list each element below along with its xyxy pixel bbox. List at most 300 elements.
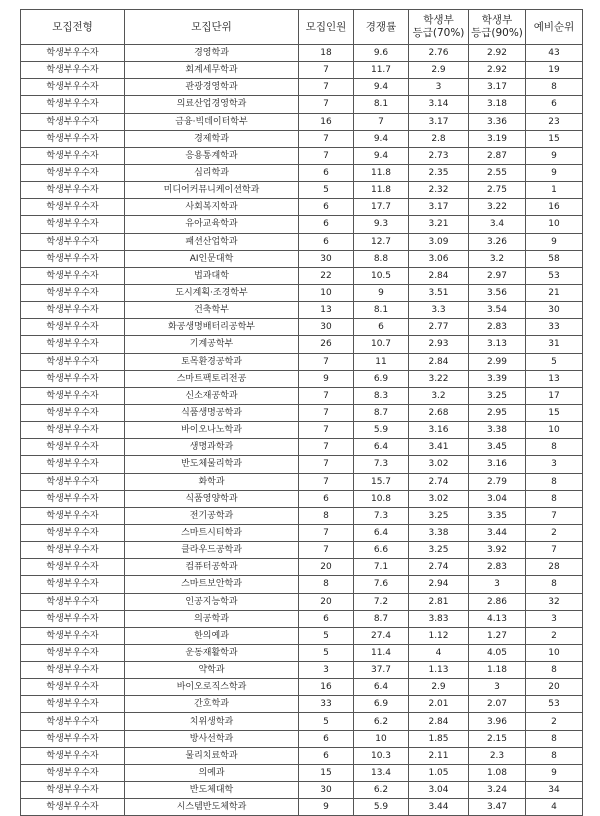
competition-rate-cell: 11.8 xyxy=(354,182,409,199)
waitlist-rank-cell: 10 xyxy=(526,216,583,233)
department-cell: 시스템반도체학과 xyxy=(125,799,299,816)
grade-90-cell: 2.83 xyxy=(469,559,526,576)
admission-type-cell: 학생부우수자 xyxy=(21,216,125,233)
grade-90-cell: 3.36 xyxy=(469,113,526,130)
department-cell: 한의예과 xyxy=(125,627,299,644)
waitlist-rank-cell: 5 xyxy=(526,353,583,370)
competition-rate-cell: 6.4 xyxy=(354,679,409,696)
grade-90-cell: 3.47 xyxy=(469,799,526,816)
grade-90-cell: 3.35 xyxy=(469,507,526,524)
competition-rate-cell: 7.2 xyxy=(354,593,409,610)
grade-90-cell: 2.92 xyxy=(469,62,526,79)
admission-type-cell: 학생부우수자 xyxy=(21,182,125,199)
grade-90-cell: 2.75 xyxy=(469,182,526,199)
quota-cell: 7 xyxy=(299,473,354,490)
admission-type-cell: 학생부우수자 xyxy=(21,627,125,644)
department-cell: 심리학과 xyxy=(125,164,299,181)
grade-70-cell: 1.12 xyxy=(409,627,469,644)
admission-type-cell: 학생부우수자 xyxy=(21,679,125,696)
header-cell-waitlist-rank: 예비순위 xyxy=(526,10,583,45)
quota-cell: 6 xyxy=(299,233,354,250)
admission-type-cell: 학생부우수자 xyxy=(21,439,125,456)
table-body xyxy=(21,45,583,816)
competition-rate-cell: 10.5 xyxy=(354,267,409,284)
admission-type-cell: 학생부우수자 xyxy=(21,164,125,181)
waitlist-rank-cell: 34 xyxy=(526,782,583,799)
table-row xyxy=(21,662,583,679)
department-cell: 의료산업경영학과 xyxy=(125,96,299,113)
waitlist-rank-cell: 20 xyxy=(526,679,583,696)
grade-70-cell: 2.84 xyxy=(409,267,469,284)
admission-type-cell: 학생부우수자 xyxy=(21,370,125,387)
quota-cell: 5 xyxy=(299,627,354,644)
quota-cell: 6 xyxy=(299,199,354,216)
grade-70-cell: 3.02 xyxy=(409,490,469,507)
competition-rate-cell: 9.3 xyxy=(354,216,409,233)
table-row xyxy=(21,130,583,147)
waitlist-rank-cell: 16 xyxy=(526,199,583,216)
admission-type-cell: 학생부우수자 xyxy=(21,130,125,147)
grade-90-cell: 3 xyxy=(469,679,526,696)
competition-rate-cell: 11.4 xyxy=(354,644,409,661)
competition-rate-cell: 6.4 xyxy=(354,439,409,456)
competition-rate-cell: 7.6 xyxy=(354,576,409,593)
waitlist-rank-cell: 32 xyxy=(526,593,583,610)
waitlist-rank-cell: 3 xyxy=(526,456,583,473)
quota-cell: 13 xyxy=(299,302,354,319)
table-row xyxy=(21,782,583,799)
waitlist-rank-cell: 8 xyxy=(526,662,583,679)
competition-rate-cell: 10.8 xyxy=(354,490,409,507)
grade-70-cell: 3.16 xyxy=(409,422,469,439)
admission-type-cell: 학생부우수자 xyxy=(21,250,125,267)
grade-70-cell: 2.11 xyxy=(409,747,469,764)
competition-rate-cell: 8.1 xyxy=(354,96,409,113)
grade-70-cell: 2.32 xyxy=(409,182,469,199)
department-cell: 관광경영학과 xyxy=(125,79,299,96)
grade-70-cell: 3.17 xyxy=(409,199,469,216)
quota-cell: 6 xyxy=(299,216,354,233)
grade-70-cell: 2.35 xyxy=(409,164,469,181)
grade-90-cell: 3.24 xyxy=(469,782,526,799)
grade-90-cell: 2.97 xyxy=(469,267,526,284)
grade-70-cell: 3.3 xyxy=(409,302,469,319)
admission-type-cell: 학생부우수자 xyxy=(21,456,125,473)
table-row xyxy=(21,747,583,764)
waitlist-rank-cell: 19 xyxy=(526,62,583,79)
waitlist-rank-cell: 9 xyxy=(526,764,583,781)
admission-type-cell: 학생부우수자 xyxy=(21,782,125,799)
table-row xyxy=(21,79,583,96)
grade-70-cell: 1.05 xyxy=(409,764,469,781)
waitlist-rank-cell: 15 xyxy=(526,130,583,147)
grade-90-cell: 2.86 xyxy=(469,593,526,610)
grade-90-cell: 3.18 xyxy=(469,96,526,113)
department-cell: 약학과 xyxy=(125,662,299,679)
grade-70-cell: 2.74 xyxy=(409,473,469,490)
header-cell-quota: 모집인원 xyxy=(299,10,354,45)
competition-rate-cell: 6.2 xyxy=(354,782,409,799)
competition-rate-cell: 5.9 xyxy=(354,422,409,439)
grade-70-cell: 3.04 xyxy=(409,782,469,799)
grade-70-cell: 3.21 xyxy=(409,216,469,233)
waitlist-rank-cell: 28 xyxy=(526,559,583,576)
department-cell: 치위생학과 xyxy=(125,713,299,730)
quota-cell: 7 xyxy=(299,542,354,559)
grade-90-cell: 3.38 xyxy=(469,422,526,439)
quota-cell: 16 xyxy=(299,113,354,130)
grade-90-cell: 2.87 xyxy=(469,147,526,164)
admission-type-cell: 학생부우수자 xyxy=(21,593,125,610)
competition-rate-cell: 9.6 xyxy=(354,45,409,62)
department-cell: 식품영양학과 xyxy=(125,490,299,507)
waitlist-rank-cell: 58 xyxy=(526,250,583,267)
admission-type-cell: 학생부우수자 xyxy=(21,747,125,764)
competition-rate-cell: 7.1 xyxy=(354,559,409,576)
grade-70-cell: 3.41 xyxy=(409,439,469,456)
header-cell-department: 모집단위 xyxy=(125,10,299,45)
department-cell: 응용통계학과 xyxy=(125,147,299,164)
department-cell: 미디어커뮤니케이션학과 xyxy=(125,182,299,199)
grade-90-cell: 1.18 xyxy=(469,662,526,679)
grade-70-cell: 2.01 xyxy=(409,696,469,713)
quota-cell: 6 xyxy=(299,164,354,181)
table-row xyxy=(21,113,583,130)
grade-70-cell: 2.9 xyxy=(409,62,469,79)
grade-70-cell: 3.51 xyxy=(409,284,469,301)
grade-90-cell: 3.4 xyxy=(469,216,526,233)
competition-rate-cell: 8.7 xyxy=(354,610,409,627)
grade-90-cell: 3.26 xyxy=(469,233,526,250)
grade-70-cell: 3.14 xyxy=(409,96,469,113)
quota-cell: 7 xyxy=(299,387,354,404)
admission-type-cell: 학생부우수자 xyxy=(21,524,125,541)
quota-cell: 7 xyxy=(299,456,354,473)
grade-70-cell: 3.25 xyxy=(409,542,469,559)
admission-type-cell: 학생부우수자 xyxy=(21,62,125,79)
table-row xyxy=(21,164,583,181)
quota-cell: 5 xyxy=(299,644,354,661)
grade-70-cell: 2.81 xyxy=(409,593,469,610)
department-cell: 화공생명배터리공학부 xyxy=(125,319,299,336)
quota-cell: 6 xyxy=(299,730,354,747)
waitlist-rank-cell: 23 xyxy=(526,113,583,130)
waitlist-rank-cell: 30 xyxy=(526,302,583,319)
header-cell-grade-70: 학생부 등급(70%) xyxy=(409,10,469,45)
department-cell: 반도체대학 xyxy=(125,782,299,799)
grade-90-cell: 3.25 xyxy=(469,387,526,404)
competition-rate-cell: 8.8 xyxy=(354,250,409,267)
header-row xyxy=(21,10,583,45)
competition-rate-cell: 8.1 xyxy=(354,302,409,319)
department-cell: 식품생명공학과 xyxy=(125,404,299,421)
department-cell: 도시계획·조경학부 xyxy=(125,284,299,301)
grade-70-cell: 3.17 xyxy=(409,113,469,130)
table-row xyxy=(21,336,583,353)
waitlist-rank-cell: 8 xyxy=(526,730,583,747)
table-row xyxy=(21,524,583,541)
department-cell: 운동재활학과 xyxy=(125,644,299,661)
grade-70-cell: 1.85 xyxy=(409,730,469,747)
competition-rate-cell: 8.7 xyxy=(354,404,409,421)
grade-90-cell: 3.13 xyxy=(469,336,526,353)
grade-90-cell: 2.79 xyxy=(469,473,526,490)
quota-cell: 30 xyxy=(299,319,354,336)
admission-type-cell: 학생부우수자 xyxy=(21,662,125,679)
waitlist-rank-cell: 8 xyxy=(526,576,583,593)
grade-90-cell: 3.54 xyxy=(469,302,526,319)
competition-rate-cell: 12.7 xyxy=(354,233,409,250)
waitlist-rank-cell: 13 xyxy=(526,370,583,387)
competition-rate-cell: 9 xyxy=(354,284,409,301)
grade-90-cell: 2.07 xyxy=(469,696,526,713)
grade-70-cell: 3.09 xyxy=(409,233,469,250)
quota-cell: 33 xyxy=(299,696,354,713)
department-cell: 스마트팩토리전공 xyxy=(125,370,299,387)
department-cell: 생명과학과 xyxy=(125,439,299,456)
quota-cell: 7 xyxy=(299,439,354,456)
grade-70-cell: 2.9 xyxy=(409,679,469,696)
quota-cell: 18 xyxy=(299,45,354,62)
waitlist-rank-cell: 10 xyxy=(526,644,583,661)
admission-type-cell: 학생부우수자 xyxy=(21,730,125,747)
table-row xyxy=(21,370,583,387)
admission-type-cell: 학생부우수자 xyxy=(21,473,125,490)
header-cell-admission-type: 모집전형 xyxy=(21,10,125,45)
quota-cell: 9 xyxy=(299,370,354,387)
waitlist-rank-cell: 2 xyxy=(526,524,583,541)
admission-type-cell: 학생부우수자 xyxy=(21,233,125,250)
admission-type-cell: 학생부우수자 xyxy=(21,267,125,284)
quota-cell: 20 xyxy=(299,559,354,576)
quota-cell: 9 xyxy=(299,799,354,816)
department-cell: 토목환경공학과 xyxy=(125,353,299,370)
table-row xyxy=(21,593,583,610)
waitlist-rank-cell: 9 xyxy=(526,164,583,181)
department-cell: 클라우드공학과 xyxy=(125,542,299,559)
quota-cell: 5 xyxy=(299,182,354,199)
competition-rate-cell: 6.9 xyxy=(354,370,409,387)
quota-cell: 7 xyxy=(299,422,354,439)
table-row xyxy=(21,319,583,336)
admission-type-cell: 학생부우수자 xyxy=(21,404,125,421)
grade-70-cell: 2.77 xyxy=(409,319,469,336)
quota-cell: 8 xyxy=(299,576,354,593)
admission-type-cell: 학생부우수자 xyxy=(21,576,125,593)
grade-70-cell: 3.2 xyxy=(409,387,469,404)
table-row xyxy=(21,233,583,250)
department-cell: 의예과 xyxy=(125,764,299,781)
waitlist-rank-cell: 8 xyxy=(526,473,583,490)
grade-70-cell: 2.68 xyxy=(409,404,469,421)
competition-rate-cell: 10 xyxy=(354,730,409,747)
table-row xyxy=(21,490,583,507)
admission-type-cell: 학생부우수자 xyxy=(21,713,125,730)
grade-70-cell: 3.25 xyxy=(409,507,469,524)
grade-90-cell: 3 xyxy=(469,576,526,593)
department-cell: 화학과 xyxy=(125,473,299,490)
competition-rate-cell: 9.4 xyxy=(354,79,409,96)
quota-cell: 8 xyxy=(299,507,354,524)
table-row xyxy=(21,404,583,421)
quota-cell: 10 xyxy=(299,284,354,301)
competition-rate-cell: 10.3 xyxy=(354,747,409,764)
waitlist-rank-cell: 17 xyxy=(526,387,583,404)
competition-rate-cell: 6.2 xyxy=(354,713,409,730)
quota-cell: 20 xyxy=(299,593,354,610)
table-row xyxy=(21,473,583,490)
grade-70-cell: 3 xyxy=(409,79,469,96)
competition-rate-cell: 17.7 xyxy=(354,199,409,216)
admission-type-cell: 학생부우수자 xyxy=(21,387,125,404)
department-cell: 스마트보안학과 xyxy=(125,576,299,593)
quota-cell: 16 xyxy=(299,679,354,696)
table-row xyxy=(21,456,583,473)
table-row xyxy=(21,610,583,627)
quota-cell: 30 xyxy=(299,782,354,799)
grade-70-cell: 4 xyxy=(409,644,469,661)
header-cell-competition-rate: 경쟁률 xyxy=(354,10,409,45)
grade-90-cell: 4.05 xyxy=(469,644,526,661)
department-cell: 반도체물리학과 xyxy=(125,456,299,473)
table-row xyxy=(21,799,583,816)
waitlist-rank-cell: 53 xyxy=(526,696,583,713)
competition-rate-cell: 7 xyxy=(354,113,409,130)
department-cell: 경영학과 xyxy=(125,45,299,62)
department-cell: 바이오나노학과 xyxy=(125,422,299,439)
table-row xyxy=(21,422,583,439)
department-cell: 의공학과 xyxy=(125,610,299,627)
grade-90-cell: 3.04 xyxy=(469,490,526,507)
competition-rate-cell: 5.9 xyxy=(354,799,409,816)
competition-rate-cell: 7.3 xyxy=(354,456,409,473)
quota-cell: 7 xyxy=(299,404,354,421)
quota-cell: 7 xyxy=(299,353,354,370)
department-cell: 사회복지학과 xyxy=(125,199,299,216)
table-row xyxy=(21,250,583,267)
waitlist-rank-cell: 53 xyxy=(526,267,583,284)
admission-type-cell: 학생부우수자 xyxy=(21,199,125,216)
competition-rate-cell: 7.3 xyxy=(354,507,409,524)
waitlist-rank-cell: 33 xyxy=(526,319,583,336)
table-row xyxy=(21,439,583,456)
table-row xyxy=(21,696,583,713)
competition-rate-cell: 9.4 xyxy=(354,130,409,147)
grade-90-cell: 3.17 xyxy=(469,79,526,96)
admission-type-cell: 학생부우수자 xyxy=(21,45,125,62)
competition-rate-cell: 6.4 xyxy=(354,524,409,541)
quota-cell: 7 xyxy=(299,96,354,113)
grade-90-cell: 2.3 xyxy=(469,747,526,764)
admission-type-cell: 학생부우수자 xyxy=(21,319,125,336)
department-cell: 금융·빅데이터학부 xyxy=(125,113,299,130)
grade-90-cell: 3.16 xyxy=(469,456,526,473)
grade-70-cell: 3.22 xyxy=(409,370,469,387)
table-row xyxy=(21,302,583,319)
admission-type-cell: 학생부우수자 xyxy=(21,799,125,816)
waitlist-rank-cell: 9 xyxy=(526,233,583,250)
table-row xyxy=(21,199,583,216)
quota-cell: 22 xyxy=(299,267,354,284)
admission-type-cell: 학생부우수자 xyxy=(21,644,125,661)
grade-70-cell: 2.94 xyxy=(409,576,469,593)
waitlist-rank-cell: 2 xyxy=(526,627,583,644)
admission-type-cell: 학생부우수자 xyxy=(21,147,125,164)
competition-rate-cell: 6.9 xyxy=(354,696,409,713)
grade-90-cell: 3.56 xyxy=(469,284,526,301)
admission-type-cell: 학생부우수자 xyxy=(21,542,125,559)
grade-70-cell: 2.84 xyxy=(409,353,469,370)
grade-90-cell: 1.27 xyxy=(469,627,526,644)
department-cell: 전기공학과 xyxy=(125,507,299,524)
table-row xyxy=(21,713,583,730)
grade-90-cell: 2.15 xyxy=(469,730,526,747)
waitlist-rank-cell: 1 xyxy=(526,182,583,199)
grade-70-cell: 3.02 xyxy=(409,456,469,473)
department-cell: 회계세무학과 xyxy=(125,62,299,79)
grade-90-cell: 3.39 xyxy=(469,370,526,387)
table-row xyxy=(21,62,583,79)
waitlist-rank-cell: 10 xyxy=(526,422,583,439)
table-row xyxy=(21,147,583,164)
table-row xyxy=(21,627,583,644)
grade-90-cell: 4.13 xyxy=(469,610,526,627)
grade-70-cell: 3.83 xyxy=(409,610,469,627)
grade-70-cell: 2.84 xyxy=(409,713,469,730)
table-row xyxy=(21,216,583,233)
department-cell: 인공지능학과 xyxy=(125,593,299,610)
table-row xyxy=(21,730,583,747)
admission-type-cell: 학생부우수자 xyxy=(21,764,125,781)
department-cell: 신소재공학과 xyxy=(125,387,299,404)
competition-rate-cell: 37.7 xyxy=(354,662,409,679)
grade-70-cell: 2.74 xyxy=(409,559,469,576)
waitlist-rank-cell: 8 xyxy=(526,439,583,456)
competition-rate-cell: 6 xyxy=(354,319,409,336)
grade-70-cell: 2.73 xyxy=(409,147,469,164)
department-cell: AI인문대학 xyxy=(125,250,299,267)
quota-cell: 6 xyxy=(299,610,354,627)
table-row xyxy=(21,387,583,404)
waitlist-rank-cell: 3 xyxy=(526,610,583,627)
admission-type-cell: 학생부우수자 xyxy=(21,96,125,113)
quota-cell: 6 xyxy=(299,490,354,507)
grade-90-cell: 3.22 xyxy=(469,199,526,216)
admission-type-cell: 학생부우수자 xyxy=(21,284,125,301)
grade-70-cell: 2.76 xyxy=(409,45,469,62)
table-row xyxy=(21,542,583,559)
admission-type-cell: 학생부우수자 xyxy=(21,422,125,439)
department-cell: 스마트시티학과 xyxy=(125,524,299,541)
waitlist-rank-cell: 21 xyxy=(526,284,583,301)
department-cell: 경제학과 xyxy=(125,130,299,147)
department-cell: 간호학과 xyxy=(125,696,299,713)
admission-type-cell: 학생부우수자 xyxy=(21,490,125,507)
waitlist-rank-cell: 6 xyxy=(526,96,583,113)
competition-rate-cell: 8.3 xyxy=(354,387,409,404)
waitlist-rank-cell: 9 xyxy=(526,147,583,164)
competition-rate-cell: 11.8 xyxy=(354,164,409,181)
quota-cell: 5 xyxy=(299,713,354,730)
waitlist-rank-cell: 2 xyxy=(526,713,583,730)
competition-rate-cell: 15.7 xyxy=(354,473,409,490)
table-row xyxy=(21,559,583,576)
waitlist-rank-cell: 8 xyxy=(526,490,583,507)
admission-type-cell: 학생부우수자 xyxy=(21,113,125,130)
table-row xyxy=(21,96,583,113)
grade-90-cell: 3.19 xyxy=(469,130,526,147)
grade-70-cell: 1.13 xyxy=(409,662,469,679)
